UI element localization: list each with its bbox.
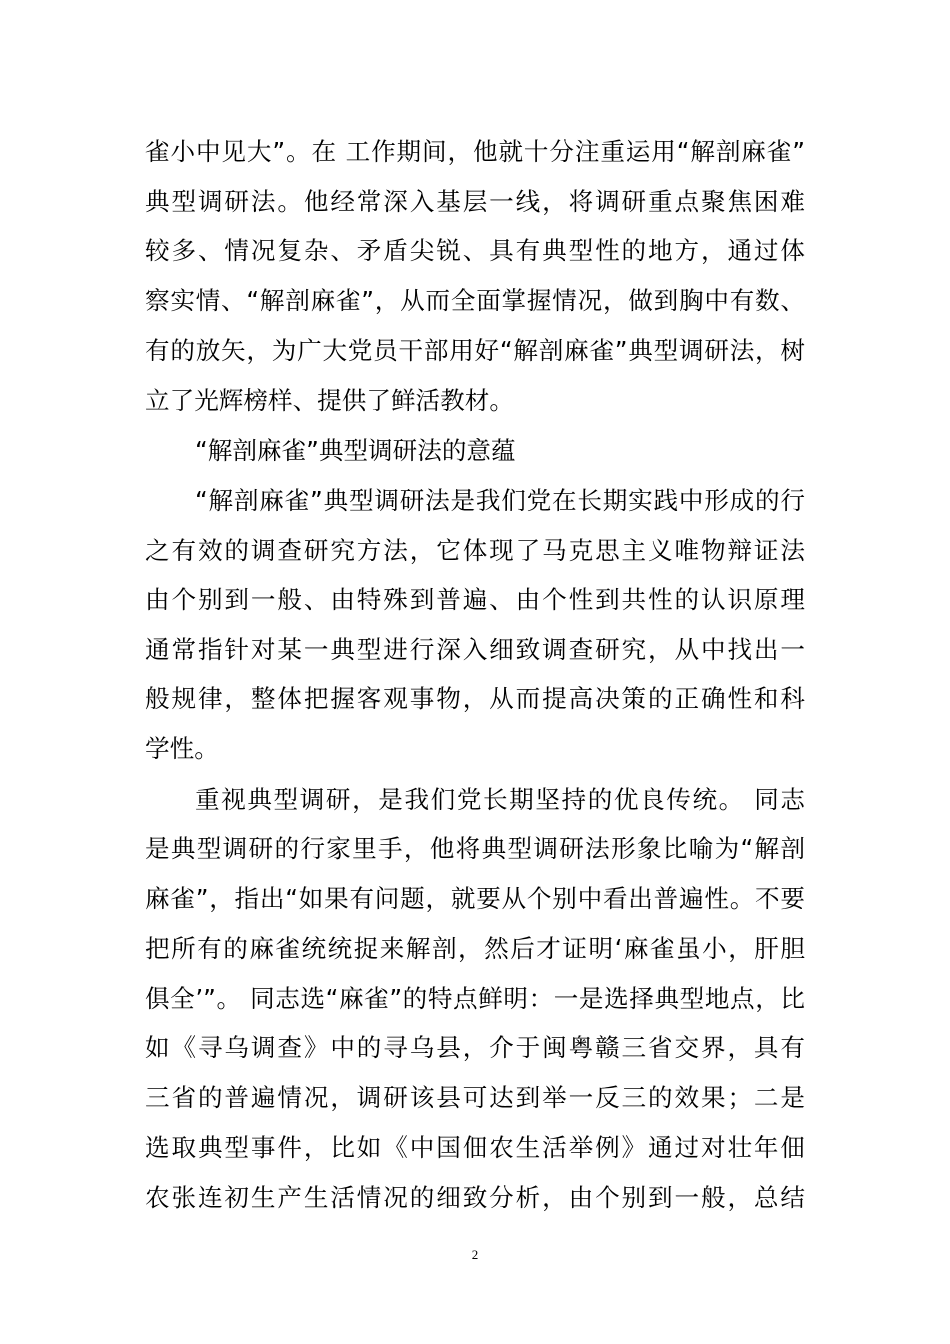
text-line: 有的放矢，为广大党员干部用好“解剖麻雀”典型调研法，树 — [145, 336, 805, 365]
text-line: 麻雀”，指出“如果有问题，就要从个别中看出普遍性。不要 — [145, 884, 805, 913]
text-line: 农张连初生产生活情况的细致分析，由个别到一般，总结 — [145, 1183, 805, 1212]
text-line: 如《寻乌调查》中的寻乌县，介于闽粤赣三省交界，具有 — [145, 1033, 805, 1062]
text-line: 典型调研法。他经常深入基层一线，将调研重点聚焦困难 — [145, 187, 805, 216]
text-line: 三省的普遍情况，调研该县可达到举一反三的效果；二是 — [145, 1083, 805, 1112]
text-line: 雀小中见大”。在 工作期间，他就十分注重运用“解剖麻雀” — [145, 137, 805, 166]
text-line: 选取典型事件，比如《中国佃农生活举例》通过对壮年佃 — [145, 1133, 805, 1162]
text-line: 察实情、“解剖麻雀”，从而全面掌握情况，做到胸中有数、 — [145, 286, 805, 315]
text-line: 学性。 — [145, 734, 219, 763]
text-line: 通常指针对某一典型进行深入细致调查研究，从中找出一 — [145, 635, 805, 664]
text-line: 是典型调研的行家里手，他将典型调研法形象比喻为“解剖 — [145, 834, 805, 863]
section-heading: “解剖麻雀”典型调研法的意蕴 — [195, 436, 516, 465]
text-line: 由个别到一般、由特殊到普遍、由个性到共性的认识原理 — [145, 585, 805, 614]
page-number: 2 — [471, 1247, 479, 1262]
text-line: 立了光辉榜样、提供了鲜活教材。 — [145, 386, 514, 415]
text-line: 俱全’”。 同志选“麻雀”的特点鲜明：一是选择典型地点，比 — [145, 984, 805, 1013]
text-line: “解剖麻雀”典型调研法是我们党在长期实践中形成的行 — [195, 486, 805, 515]
text-line: 之有效的调查研究方法，它体现了马克思主义唯物辩证法 — [145, 536, 805, 565]
text-line: 般规律，整体把握客观事物，从而提高决策的正确性和科 — [145, 684, 805, 713]
text-line: 把所有的麻雀统统捉来解剖，然后才证明‘麻雀虽小，肝胆 — [145, 934, 805, 963]
text-line: 重视典型调研，是我们党长期坚持的优良传统。 同志 — [195, 785, 805, 814]
text-line: 较多、情况复杂、矛盾尖锐、具有典型性的地方，通过体 — [145, 236, 805, 265]
